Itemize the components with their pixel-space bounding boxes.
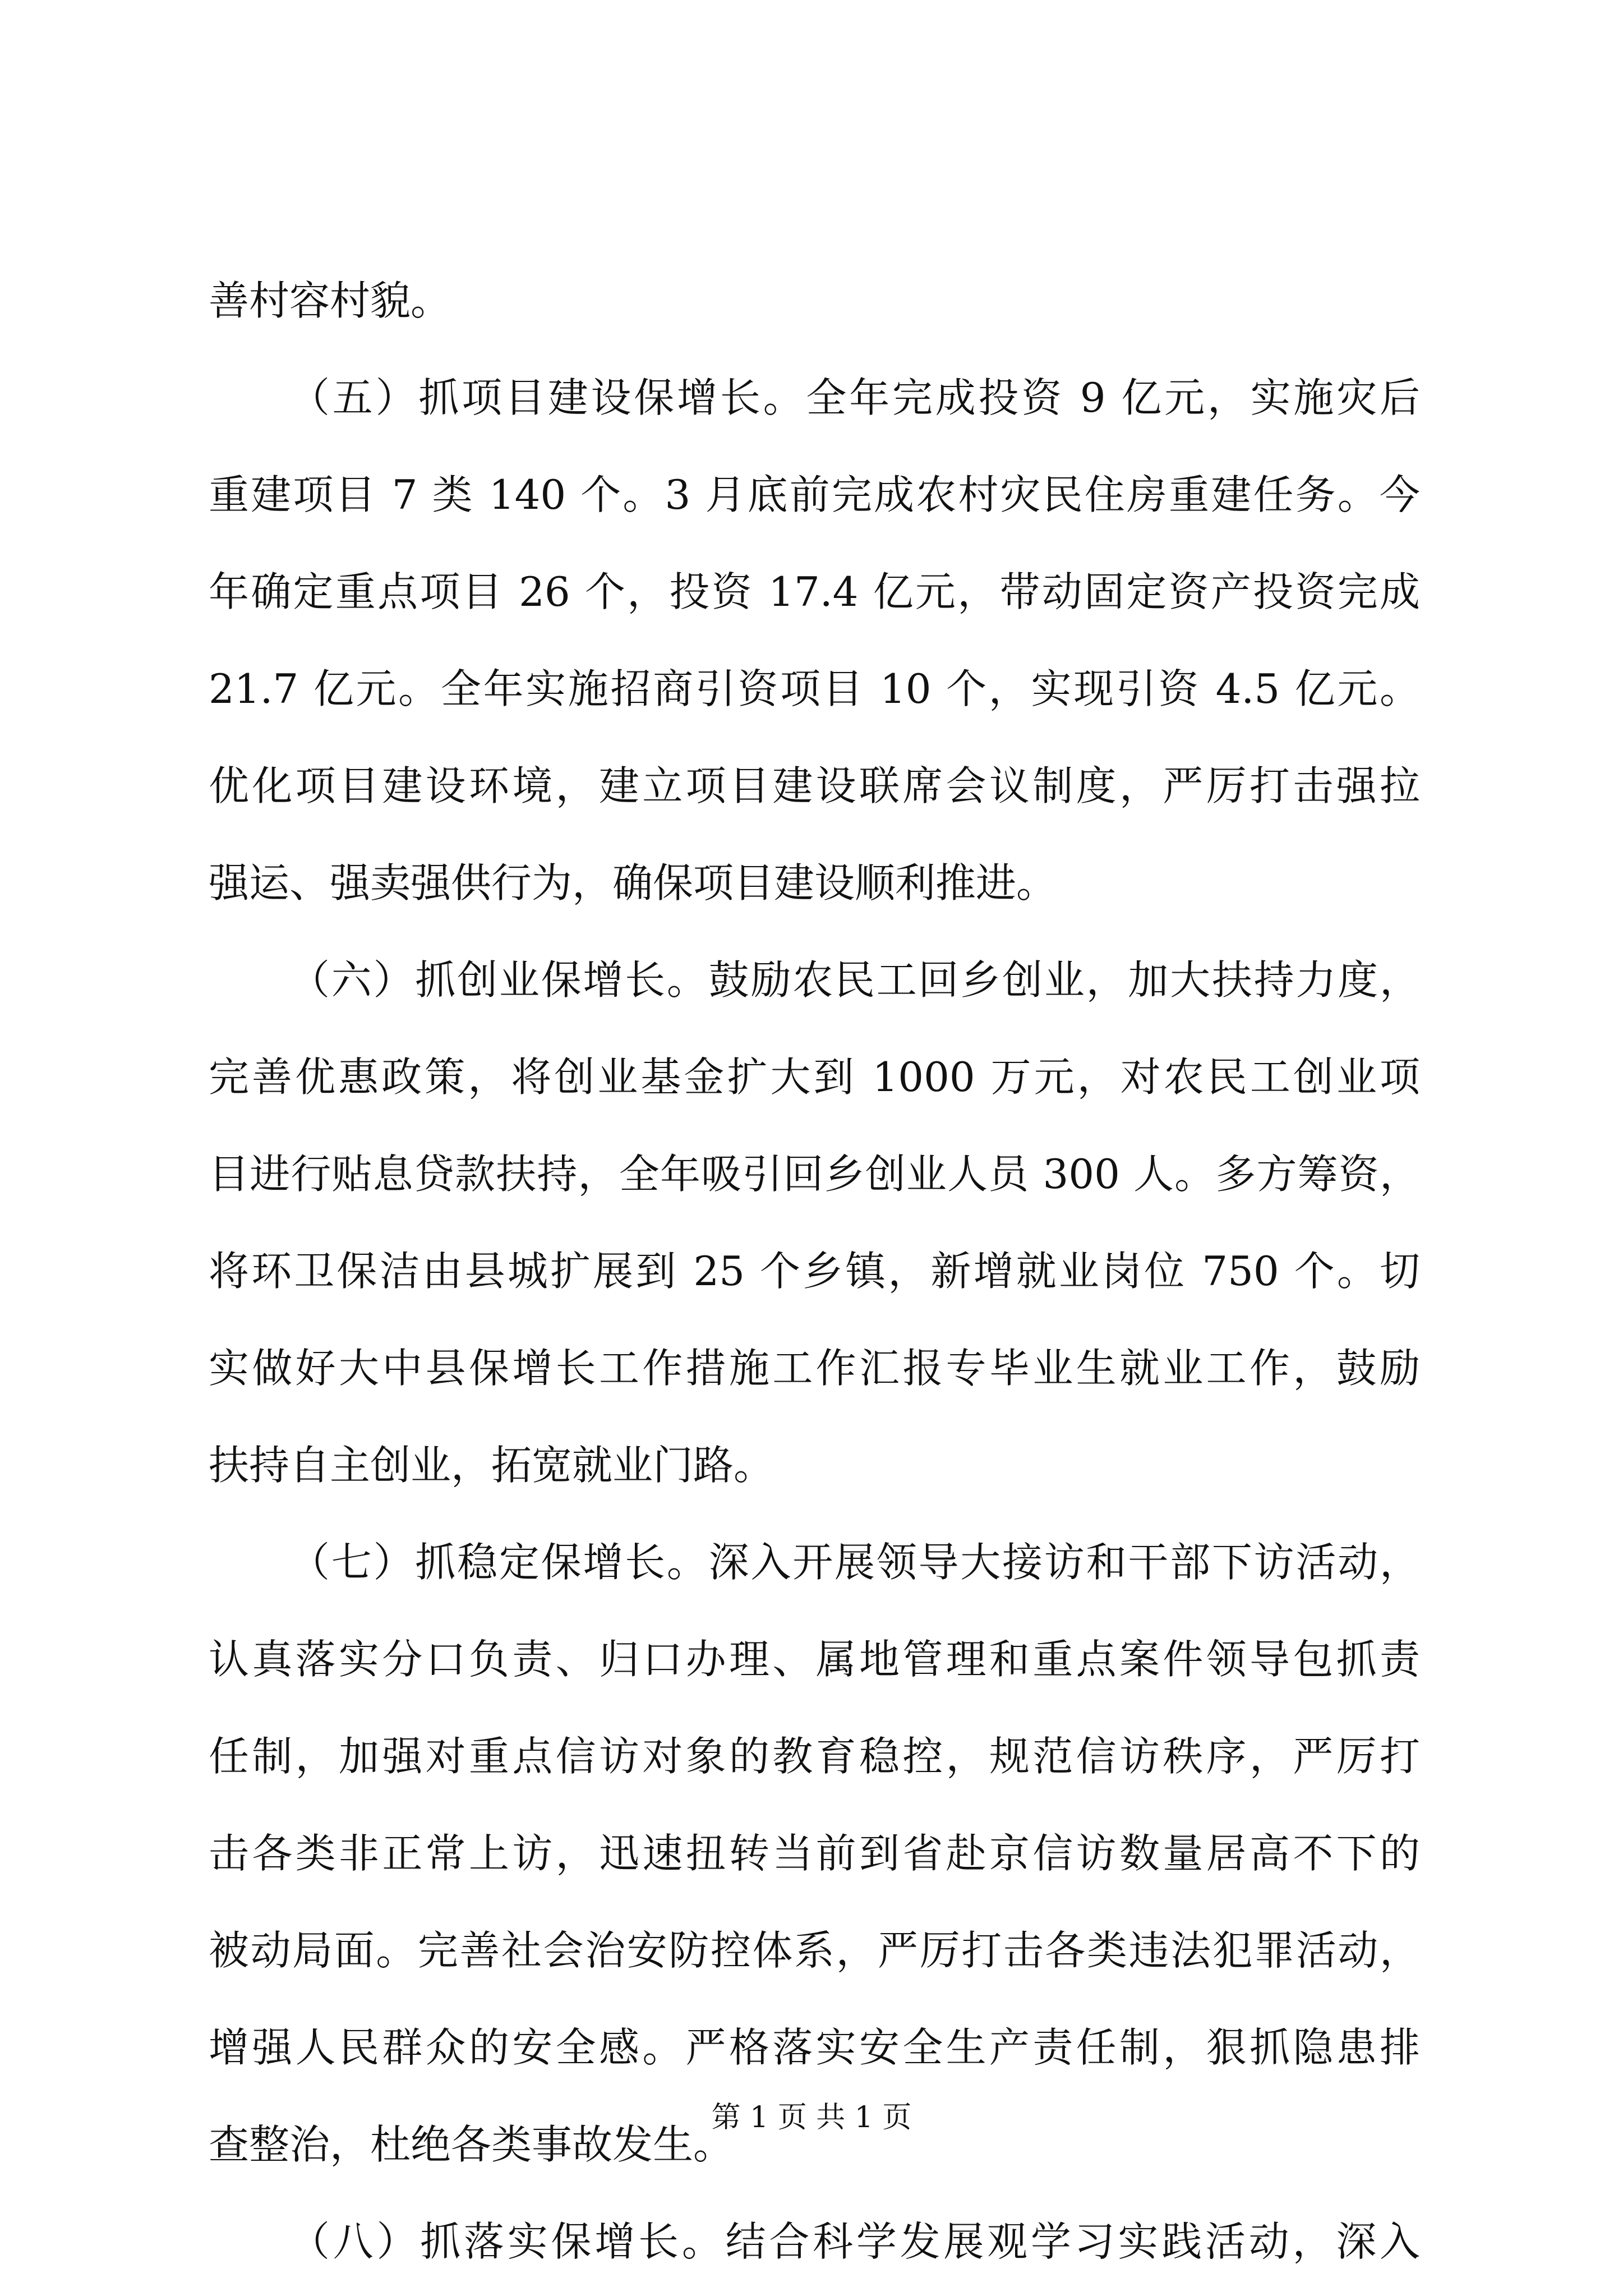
text-line: 将环卫保洁由县城扩展到 25 个乡镇，新增就业岗位 750 个。切: [209, 1248, 1420, 1295]
text-line: 21.7 亿元。全年实施招商引资项目 10 个，实现引资 4.5 亿元。: [209, 665, 1420, 712]
text-line: 目进行贴息贷款扶持，全年吸引回乡创业人员 300 人。多方筹资，: [209, 1151, 1420, 1198]
text-line: 优化项目建设环境，建立项目建设联席会议制度，严厉打击强拉: [209, 762, 1420, 809]
text-line: 善村容村貌。: [209, 277, 451, 324]
text-line: 认真落实分口负责、归口办理、属地管理和重点案件领导包抓责: [209, 1636, 1420, 1683]
text-line: （七）抓稳定保增长。深入开展领导大接访和干部下访活动，: [289, 1539, 1420, 1586]
text-line: 增强人民群众的安全感。严格落实安全生产责任制，狠抓隐患排: [209, 2024, 1420, 2071]
text-line: （五）抓项目建设保增长。全年完成投资 9 亿元，实施灾后: [289, 374, 1420, 421]
document-body: [209, 252, 1420, 2290]
text-line: 强运、强卖强供行为，确保项目建设顺利推进。: [209, 859, 1057, 907]
text-line: 年确定重点项目 26 个，投资 17.4 亿元，带动固定资产投资完成: [209, 568, 1420, 615]
text-line: 被动局面。完善社会治安防控体系，严厉打击各类违法犯罪活动，: [209, 1927, 1420, 1974]
text-line: （八）抓落实保增长。结合科学发展观学习实践活动，深入: [289, 2218, 1420, 2265]
text-line: 重建项目 7 类 140 个。3 月底前完成农村灾民住房重建任务。今: [209, 471, 1420, 518]
page-number-footer: 第 1 页 共 1 页: [711, 2101, 912, 2134]
text-line: 任制，加强对重点信访对象的教育稳控，规范信访秩序，严厉打: [209, 1733, 1420, 1780]
text-line: （六）抓创业保增长。鼓励农民工回乡创业，加大扶持力度，: [289, 956, 1420, 1004]
text-line: 查整治，杜绝各类事故发生。: [209, 2121, 734, 2168]
text-line: 实做好大中县保增长工作措施工作汇报专毕业生就业工作，鼓励: [209, 1345, 1420, 1392]
text-line: 击各类非正常上访，迅速扭转当前到省赴京信访数量居高不下的: [209, 1830, 1420, 1877]
text-line: 扶持自主创业，拓宽就业门路。: [209, 1442, 774, 1489]
text-line: 完善优惠政策，将创业基金扩大到 1000 万元，对农民工创业项: [209, 1053, 1420, 1101]
